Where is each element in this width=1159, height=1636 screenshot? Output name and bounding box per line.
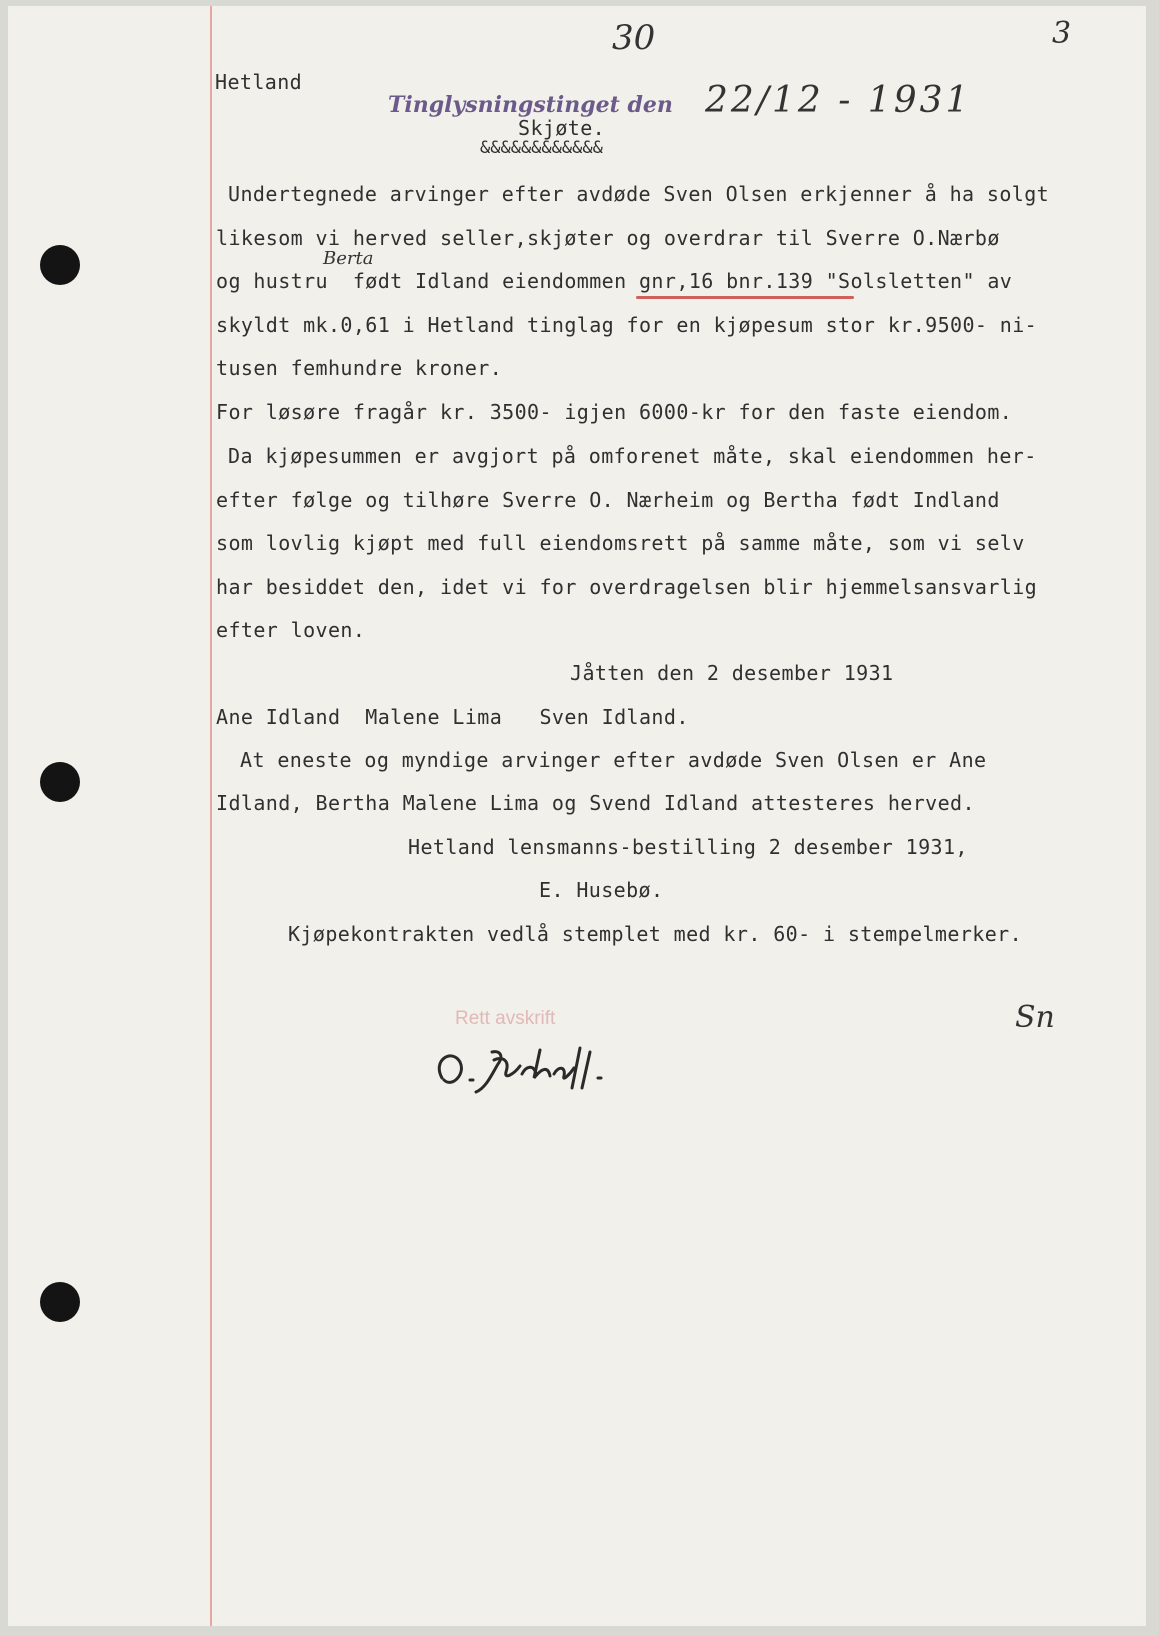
punch-hole <box>40 245 80 285</box>
registration-stamp: Tinglysningstinget den <box>388 92 673 118</box>
punch-hole <box>40 1282 80 1322</box>
insertion-berta: Berta <box>323 248 374 269</box>
attest-line-2: Idland, Bertha Malene Lima og Svend Idland attesteres herved. <box>216 791 975 815</box>
body-line-9: som lovlig kjøpt med full eiendomsrett på samme måte, som vi selv <box>216 531 1025 555</box>
location-label: Hetland <box>215 70 303 94</box>
corner-number: 3 <box>1052 16 1072 51</box>
stamp-date: 22/12 - 1931 <box>705 80 972 121</box>
body-line-7: Da kjøpesummen er avgjort på omforenet måte, skal eiendommen her- <box>228 444 1037 468</box>
body-line-5: tusen femhundre kroner. <box>216 356 503 380</box>
body-line-6: For løsøre fragår kr. 3500- igjen 6000-kr for den faste eiendom. <box>216 400 1013 424</box>
body-line-3: og hustru født Idland eiendommen gnr,16 bnr.139 "Solsletten" av <box>216 269 1013 293</box>
signature-names: Ane Idland Malene Lima Sven Idland. <box>216 705 689 729</box>
office-line: Hetland lensmanns-bestilling 2 desember 1931, <box>408 835 968 859</box>
signature-image <box>430 1030 630 1100</box>
punch-hole <box>40 762 80 802</box>
body-line-2: likesom vi herved seller,skjøter og overdrar til Sverre O.Nærbø <box>216 226 1000 250</box>
initials: Sn <box>1015 1000 1055 1035</box>
body-line-11: efter loven. <box>216 618 366 642</box>
officer-name: E. Husebø. <box>539 878 664 902</box>
body-line-10: har besiddet den, idet vi for overdragelsen blir hjemmelsansvarlig <box>216 575 1038 599</box>
body-line-8: efter følge og tilhøre Sverre O. Nærheim og Bertha født Indland <box>216 488 1000 512</box>
body-line-4: skyldt mk.0,61 i Hetland tinglag for en kjøpesum stor kr.9500- ni- <box>216 313 1038 337</box>
page-number: 30 <box>612 18 656 58</box>
attest-line-1: At eneste og myndige arvinger efter avdøde Sven Olsen er Ane <box>240 748 987 772</box>
body-line-1: Undertegnede arvinger efter avdøde Sven Olsen erkjenner å ha solgt <box>228 182 1050 206</box>
page-title: Skjøte. <box>518 116 606 140</box>
copy-stamp: Rett avskrift <box>455 1008 556 1029</box>
title-rule: &&&&&&&&&&&& <box>480 138 603 158</box>
date-line: Jåtten den 2 desember 1931 <box>570 661 894 685</box>
margin-rule <box>210 6 212 1626</box>
contract-note: Kjøpekontrakten vedlå stemplet med kr. 60- i stempelmerker. <box>288 922 1023 946</box>
red-underline <box>636 296 854 299</box>
